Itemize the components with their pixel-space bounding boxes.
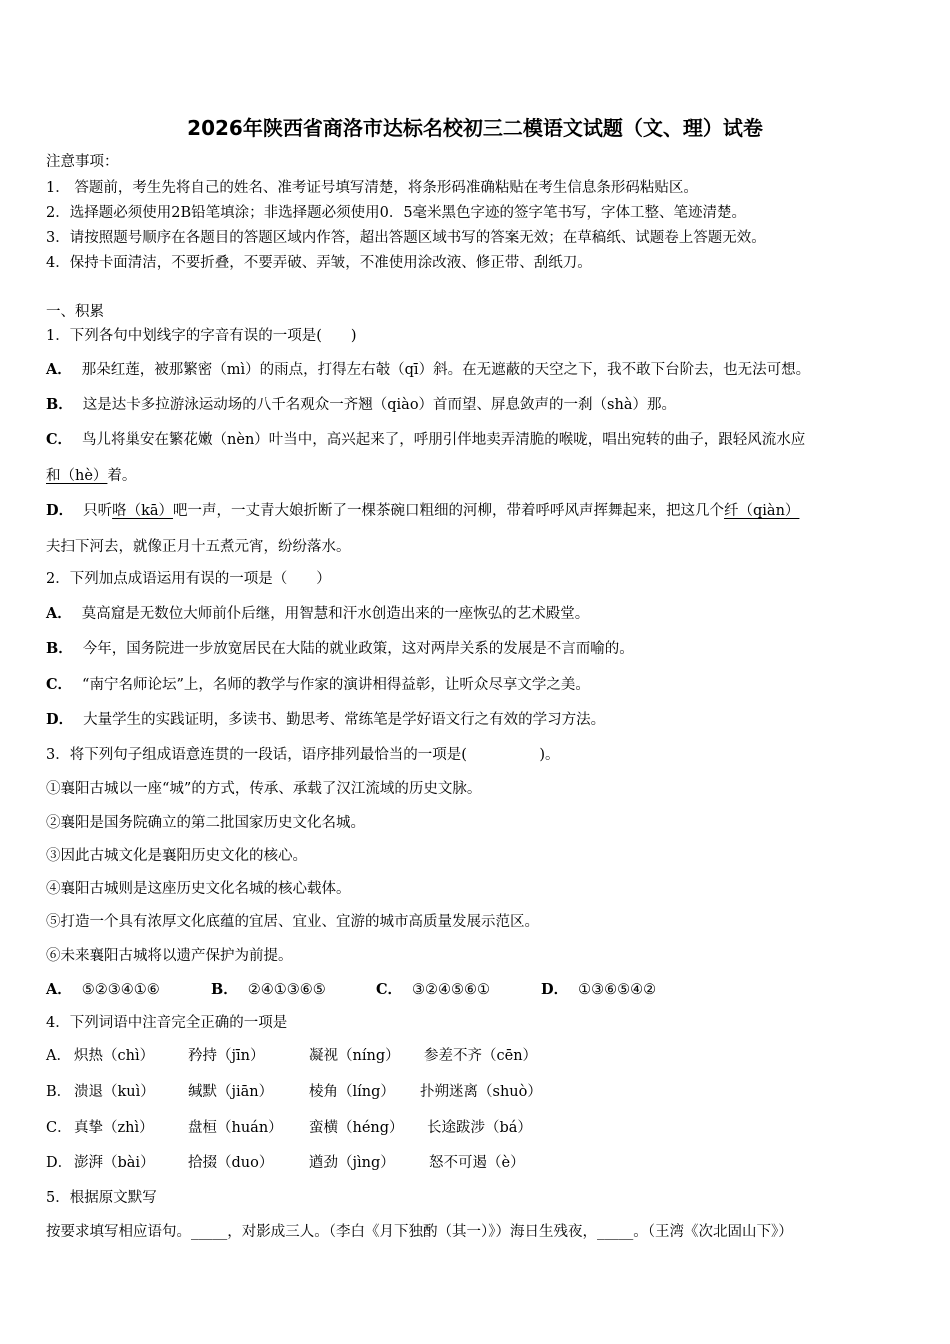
option-text: ⑤②③④①⑥ [81, 982, 160, 998]
option-label: B． [46, 1084, 72, 1100]
sentence-item: ②襄阳是国务院确立的第二批国家历史文化名城。 [46, 815, 365, 831]
page-title: 2026年陕西省商洛市达标名校初三二模语文试题（文、理）试卷 [187, 116, 763, 140]
word-item: 澎湃（bài） [74, 1155, 155, 1171]
underlined-text: 纤（qiàn） [724, 503, 800, 519]
sentence-item: ⑤打造一个具有浓厚文化底蕴的宜居、宜业、宜游的城市高质量发展示范区。 [46, 914, 539, 930]
answer-option [541, 980, 656, 1000]
word-item: 怒不可遏（è） [429, 1155, 525, 1171]
question-4-option-c [46, 1118, 532, 1138]
answer-option [376, 980, 541, 1000]
question-4-option-a [46, 1046, 537, 1066]
option-label: D． [46, 1155, 73, 1171]
notice-item: 2．选择题必须使用2B铅笔填涂；非选择题必须使用0．5毫米黑色字迹的签字笔书写，字体工整、笔迹清楚。 [46, 205, 747, 221]
option-label: C． [376, 981, 403, 998]
option-label: C． [46, 431, 73, 448]
question-1-option-c-continued [46, 466, 136, 486]
word-item: 溃退（kuì） [74, 1084, 155, 1100]
option-label: C． [46, 1120, 72, 1136]
question-1-stem: 1．下列各句中划线字的字音有误的一项是( ) [46, 328, 357, 344]
question-2-stem: 2．下列加点成语运用有误的一项是（ ） [46, 571, 331, 587]
question-1-option-c [46, 430, 805, 450]
question-4-stem: 4．下列词语中注音完全正确的一项是 [46, 1015, 288, 1031]
word-item: 矜持（jīn） [188, 1048, 265, 1064]
word-item: 凝视（níng） [309, 1048, 400, 1064]
question-4-option-d [46, 1153, 525, 1173]
question-1-option-d [46, 501, 799, 521]
option-text: “南宁名师论坛”上，名师的教学与作家的演讲相得益彰，让听众尽享文学之美。 [82, 677, 590, 693]
question-2-option-c [46, 675, 590, 695]
notice-item: 3．请按照题号顺序在各题目的答题区域内作答，超出答题区域书写的答案无效；在草稿纸、试题卷上答题无效。 [46, 230, 766, 246]
word-item: 缄默（jiān） [188, 1084, 274, 1100]
option-label: B． [46, 640, 73, 657]
option-label: A． [46, 361, 72, 378]
notice-heading: 注意事项： [46, 154, 119, 170]
sentence-item: ⑥未来襄阳古城将以遗产保护为前提。 [46, 948, 293, 964]
word-item: 盘桓（huán） [188, 1120, 283, 1136]
option-text: 莫高窟是无数位大师前仆后继，用智慧和汗水创造出来的一座恢弘的艺术殿堂。 [81, 606, 590, 622]
option-text: 鸟儿将巢安在繁花嫩（nèn）叶当中，高兴起来了，呼朋引伴地卖弄清脆的喉咙，唱出宛转的曲子，跟轻风流水应 [82, 432, 806, 448]
option-text: 那朵红莲，被那繁密（mì）的雨点，打得左右攲（qī）斜。在无遮蔽的天空之下，我不敢下台阶去，也无法可想。 [81, 362, 811, 378]
option-label: D． [541, 981, 569, 998]
word-item: 炽热（chì） [74, 1048, 155, 1064]
section-heading: 一、积累 [46, 304, 104, 320]
question-3-options [46, 980, 656, 1000]
option-text: 吧一声，一丈青大娘折断了一棵茶碗口粗细的河柳，带着呼呼风声挥舞起来，把这几个 [173, 503, 725, 519]
option-label: A． [46, 1048, 71, 1064]
word-item: 蛮横（héng） [309, 1120, 404, 1136]
word-item: 棱角（líng） [309, 1084, 395, 1100]
option-text: 大量学生的实践证明，多读书、勤思考、常练笔是学好语文行之有效的学习方法。 [83, 712, 606, 728]
word-item: 遒劲（jìng） [309, 1155, 395, 1171]
word-item: 参差不齐（cēn） [424, 1048, 538, 1064]
option-label: B． [211, 981, 238, 998]
option-label: C． [46, 676, 73, 693]
question-2-option-b [46, 639, 634, 659]
question-1-option-b [46, 395, 676, 415]
question-2-option-d [46, 710, 605, 730]
sentence-item: ①襄阳古城以一座“城”的方式，传承、承载了汉江流域的历史文脉。 [46, 781, 482, 797]
option-label: D． [46, 711, 74, 728]
word-item: 真挚（zhì） [74, 1120, 154, 1136]
question-1-option-d-continued: 夫扫下河去，就像正月十五煮元宵，纷纷落水。 [46, 539, 351, 555]
notice-item: 1． 答题前，考生先将自己的姓名、准考证号填写清楚，将条形码准确粘贴在考生信息条形码粘贴区。 [46, 180, 698, 196]
word-item: 扑朔迷离（shuò） [420, 1084, 542, 1100]
option-label: D． [46, 502, 74, 519]
option-text: 只听 [83, 503, 113, 519]
option-text: ②④①③⑥⑤ [247, 982, 326, 998]
option-label: B． [46, 396, 73, 413]
option-text: ①③⑥⑤④② [578, 982, 657, 998]
answer-option [211, 980, 376, 1000]
question-5-text: 按要求填写相应语句。_____，对影成三人。（李白《月下独酌（其一）》）海日生残夜，_____。（王湾《次北固山下》） [46, 1224, 793, 1240]
word-item: 长途跋涉（bá） [427, 1120, 532, 1136]
question-3-stem: 3．将下列句子组成语意连贯的一段话，语序排列最恰当的一项是( )。 [46, 747, 560, 763]
option-label: A． [46, 605, 72, 622]
option-text: 着。 [107, 468, 137, 484]
option-text: ③②④⑤⑥① [412, 982, 491, 998]
option-text: 今年，国务院进一步放宽居民在大陆的就业政策，这对两岸关系的发展是不言而喻的。 [82, 641, 634, 657]
question-2-option-a [46, 604, 589, 624]
answer-option [46, 980, 211, 1000]
option-text: 这是达卡多拉游泳运动场的八千名观众一齐翘（qiào）首而望、屏息敛声的一刹（shà）那。 [82, 397, 676, 413]
option-label: A． [46, 981, 72, 998]
underlined-text: 和（hè） [46, 468, 108, 484]
sentence-item: ④襄阳古城则是这座历史文化名城的核心载体。 [46, 881, 351, 897]
sentence-item: ③因此古城文化是襄阳历史文化的核心。 [46, 848, 307, 864]
word-item: 拾掇（duo） [188, 1155, 274, 1171]
question-5-stem: 5．根据原文默写 [46, 1190, 157, 1206]
question-4-option-b [46, 1082, 542, 1102]
underlined-text: 咯（kā） [112, 503, 174, 519]
notice-item: 4．保持卡面清洁，不要折叠，不要弄破、弄皱，不准使用涂改液、修正带、刮纸刀。 [46, 255, 592, 271]
question-1-option-a [46, 360, 810, 380]
